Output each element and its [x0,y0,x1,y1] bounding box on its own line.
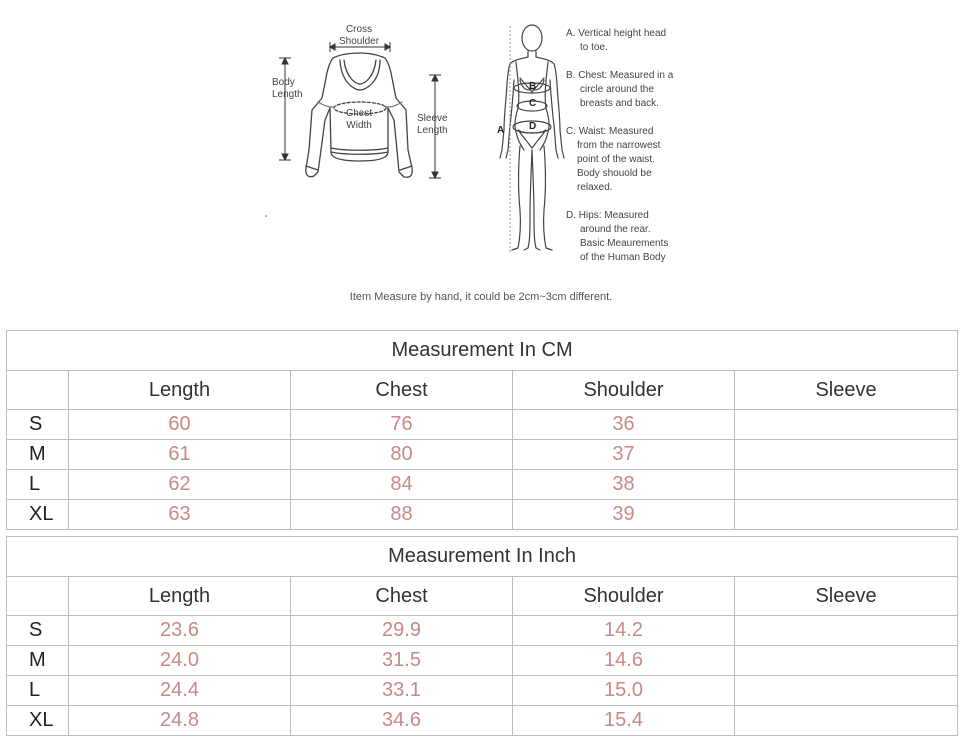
sleeve-cell [735,706,958,736]
table-row [7,470,958,500]
table-header-row [7,371,958,410]
size-cell: M [7,646,69,676]
length-cell: 61 [69,440,291,470]
sleeve-cell [735,646,958,676]
size-cell: S [7,410,69,440]
length-cell: 63 [69,500,291,530]
column-header: Chest [291,371,513,410]
body-letter-a: A [497,125,505,136]
chest-cell: 88 [291,500,513,530]
table-row [7,706,958,736]
shoulder-cell: 39 [513,500,735,530]
chest-cell: 76 [291,410,513,440]
shoulder-cell: 15.0 [513,676,735,706]
length-cell: 24.4 [69,676,291,706]
table-header-row [7,577,958,616]
body-length-label: Body Length [272,77,303,100]
inch-size-table [6,536,958,736]
chest-width-label: Chest Width [346,108,373,131]
size-cell: L [7,470,69,500]
column-header: Chest [291,577,513,616]
table-row [7,500,958,530]
table-row [7,616,958,646]
sleeve-cell [735,410,958,440]
chest-cell: 80 [291,440,513,470]
size-cell: S [7,616,69,646]
length-cell: 62 [69,470,291,500]
table-row [7,646,958,676]
body-letter-c: C [529,98,537,109]
column-header: Shoulder [513,577,735,616]
size-cell: XL [7,500,69,530]
column-header: Shoulder [513,371,735,410]
sleeve-cell [735,676,958,706]
sweater-illustration [0,0,962,300]
shoulder-cell: 14.6 [513,646,735,676]
chest-cell: 34.6 [291,706,513,736]
column-header [7,577,69,616]
length-cell: 24.8 [69,706,291,736]
legend-item: A. Vertical height head to toe. [566,28,667,53]
cross-shoulder-label: Cross Shoulder [339,24,380,47]
table-title: Measurement In Inch [7,537,958,577]
legend-item: D. Hips: Measured around the rear. Basic Meaurements of the Human Body [566,210,669,263]
body-letter-b: B [529,81,537,92]
column-header [7,371,69,410]
body-letter-d: D [529,121,537,132]
size-cell: M [7,440,69,470]
sleeve-cell [735,500,958,530]
shoulder-cell: 38 [513,470,735,500]
shoulder-cell: 36 [513,410,735,440]
cm-size-table [6,330,958,530]
size-cell: L [7,676,69,706]
chest-cell: 29.9 [291,616,513,646]
column-header: Sleeve [735,371,958,410]
column-header: Length [69,577,291,616]
length-cell: 24.0 [69,646,291,676]
shoulder-cell: 14.2 [513,616,735,646]
chest-cell: 31.5 [291,646,513,676]
column-header: Sleeve [735,577,958,616]
shoulder-cell: 15.4 [513,706,735,736]
size-cell: XL [7,706,69,736]
measure-note: Item Measure by hand, it could be 2cm~3cm different. [349,291,613,303]
column-header: Length [69,371,291,410]
legend-item: B. Chest: Measured in a circle around the breasts and back. [566,70,674,109]
sleeve-cell [735,470,958,500]
sleeve-cell [735,616,958,646]
sleeve-length-label: Sleeve Length [417,113,448,136]
length-cell: 60 [69,410,291,440]
chest-cell: 33.1 [291,676,513,706]
sleeve-cell [735,440,958,470]
table-title: Measurement In CM [7,331,958,371]
length-cell: 23.6 [69,616,291,646]
measurement-diagram [0,0,962,320]
legend-item: C. Waist: Measured from the narrowest point of the waist. Body shouold be relaxed. [566,126,661,193]
table-row [7,676,958,706]
table-row [7,410,958,440]
shoulder-cell: 37 [513,440,735,470]
chest-cell: 84 [291,470,513,500]
measurement-legend [566,27,673,279]
table-row [7,440,958,470]
